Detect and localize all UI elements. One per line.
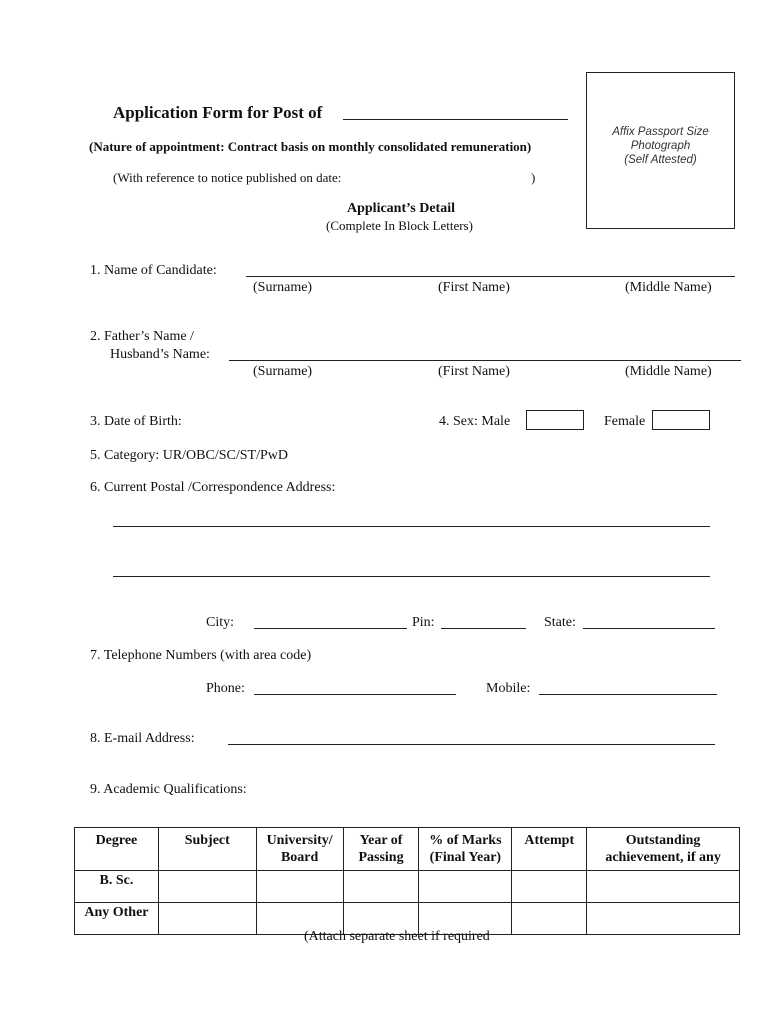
photo-line-2: Photograph: [630, 140, 691, 152]
photo-box[interactable]: [586, 72, 735, 229]
header-degree: Degree: [75, 828, 159, 871]
bsc-achievement-cell[interactable]: [587, 871, 740, 903]
mobile-label: Mobile:: [486, 681, 531, 696]
phone-label: Phone:: [206, 681, 245, 696]
candidate-name-label: 1. Name of Candidate:: [90, 263, 217, 278]
row-degree-bsc: B. Sc.: [75, 871, 159, 903]
city-label: City:: [206, 615, 235, 630]
section-title: Applicant’s Detail: [347, 201, 455, 216]
state-label: State:: [544, 615, 576, 630]
telephone-label: 7. Telephone Numbers (with area code): [90, 648, 312, 663]
address-line-1[interactable]: [113, 526, 710, 527]
email-label: 8. E-mail Address:: [90, 731, 195, 746]
dob-label: 3. Date of Birth:: [90, 414, 182, 429]
candidate-firstname-caption: (First Name): [438, 280, 510, 295]
other-subject-cell[interactable]: [158, 903, 256, 935]
bsc-marks-cell[interactable]: [419, 871, 512, 903]
header-percent-marks: % of Marks (Final Year): [419, 828, 512, 871]
other-attempt-cell[interactable]: [512, 903, 587, 935]
address-line-2[interactable]: [113, 576, 710, 577]
section-subtitle: (Complete In Block Letters): [326, 218, 473, 233]
father-surname-caption: (Surname): [253, 364, 313, 379]
address-label: 6. Current Postal /Correspondence Address:: [90, 480, 336, 495]
pin-label: Pin:: [412, 615, 435, 630]
email-field[interactable]: [228, 744, 715, 745]
candidate-middlename-caption: (Middle Name): [625, 280, 712, 295]
pin-field[interactable]: [441, 628, 526, 629]
header-year-of-passing: Year of Passing: [343, 828, 419, 871]
candidate-surname-caption: (Surname): [253, 280, 313, 295]
father-name-field[interactable]: [229, 360, 741, 361]
header-outstanding: Outstanding achievement, if any: [587, 828, 740, 871]
table-header-row: [75, 828, 740, 871]
sex-female-checkbox[interactable]: [652, 410, 710, 430]
mobile-field[interactable]: [539, 694, 717, 695]
qualifications-table: [74, 827, 740, 935]
header-university-board: University/ Board: [256, 828, 343, 871]
bsc-university-cell[interactable]: [256, 871, 343, 903]
row-degree-other: Any Other: [75, 903, 159, 935]
sex-male-checkbox[interactable]: [526, 410, 584, 430]
attach-note: (Attach separate sheet if required: [304, 929, 490, 944]
father-name-label: 2. Father’s Name /: [90, 329, 194, 344]
form-title: Application Form for Post of: [113, 103, 323, 122]
post-name-line[interactable]: [343, 119, 568, 120]
sex-male-label: 4. Sex: Male: [439, 414, 511, 429]
candidate-name-field[interactable]: [246, 276, 735, 277]
state-field[interactable]: [583, 628, 715, 629]
table-row: [75, 871, 740, 903]
father-firstname-caption: (First Name): [438, 364, 510, 379]
phone-field[interactable]: [254, 694, 456, 695]
header-attempt: Attempt: [512, 828, 587, 871]
other-achievement-cell[interactable]: [587, 903, 740, 935]
academic-label: 9. Academic Qualifications:: [90, 782, 247, 797]
bsc-subject-cell[interactable]: [158, 871, 256, 903]
notice-reference: (With reference to notice published on date:: [113, 170, 342, 185]
photo-line-1: Affix Passport Size: [612, 126, 709, 138]
appointment-nature: (Nature of appointment: Contract basis on monthly consolidated remuneration): [89, 139, 532, 154]
notice-reference-close: ): [531, 170, 536, 185]
husband-name-label: Husband’s Name:: [110, 347, 210, 362]
city-field[interactable]: [254, 628, 407, 629]
sex-female-label: Female: [604, 414, 646, 429]
photo-line-3: (Self Attested): [624, 154, 697, 166]
bsc-attempt-cell[interactable]: [512, 871, 587, 903]
father-middlename-caption: (Middle Name): [625, 364, 712, 379]
bsc-year-cell[interactable]: [343, 871, 419, 903]
category-label: 5. Category: UR/OBC/SC/ST/PwD: [90, 448, 288, 463]
header-subject: Subject: [158, 828, 256, 871]
